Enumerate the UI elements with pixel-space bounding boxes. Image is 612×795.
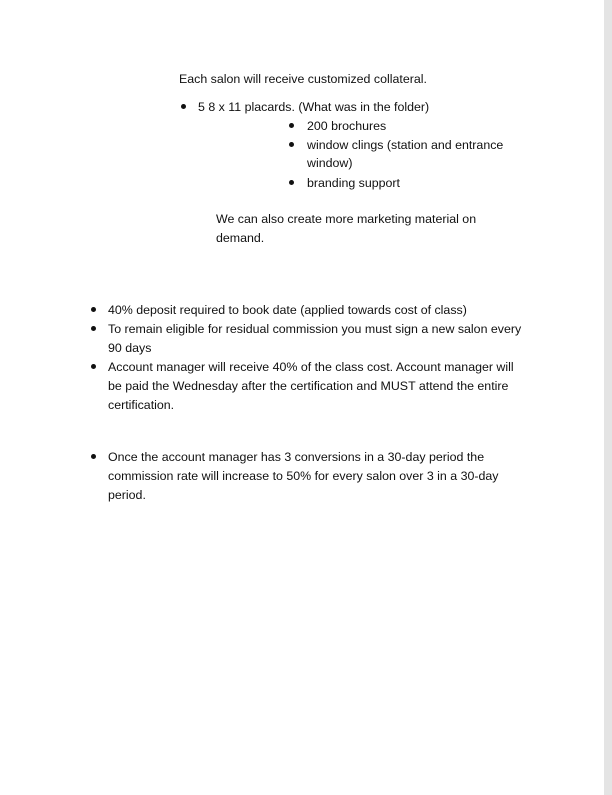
bullet-icon xyxy=(91,364,96,369)
account-manager-policy-line-3: certification. xyxy=(108,398,175,412)
bullet-icon xyxy=(289,180,294,185)
bullet-icon xyxy=(289,123,294,128)
residual-commission-policy-line-2: 90 days xyxy=(108,341,152,355)
on-demand-text-line-1: We can also create more marketing material on xyxy=(216,212,477,226)
commission-rate-policy-line-3: period. xyxy=(108,488,146,502)
branding-support-item: branding support xyxy=(307,176,400,190)
bullet-icon xyxy=(91,326,96,331)
window-clings-item-line-2: window) xyxy=(307,156,353,170)
deposit-policy: 40% deposit required to book date (applied towards cost of class) xyxy=(108,303,467,317)
bullet-icon xyxy=(181,104,186,109)
placards-item: 5 8 x 11 placards. (What was in the folder) xyxy=(198,100,430,114)
bullet-icon xyxy=(91,307,96,312)
brochures-item: 200 brochures xyxy=(307,119,387,133)
intro-text: Each salon will receive customized collateral. xyxy=(179,72,427,86)
window-clings-item-line-1: window clings (station and entrance xyxy=(307,138,504,152)
residual-commission-policy-line-1: To remain eligible for residual commission you must sign a new salon every xyxy=(108,322,522,336)
bullet-icon xyxy=(289,142,294,147)
account-manager-policy-line-2: be paid the Wednesday after the certification and MUST attend the entire xyxy=(108,379,509,393)
commission-rate-policy-line-1: Once the account manager has 3 conversions in a 30-day period the xyxy=(108,450,485,464)
on-demand-text-line-2: demand. xyxy=(216,231,265,245)
bullet-icon xyxy=(91,454,96,459)
account-manager-policy-line-1: Account manager will receive 40% of the class cost. Account manager will xyxy=(108,360,514,374)
commission-rate-policy-line-2: commission rate will increase to 50% for every salon over 3 in a 30-day xyxy=(108,469,499,483)
page-edge-strip xyxy=(604,0,612,795)
